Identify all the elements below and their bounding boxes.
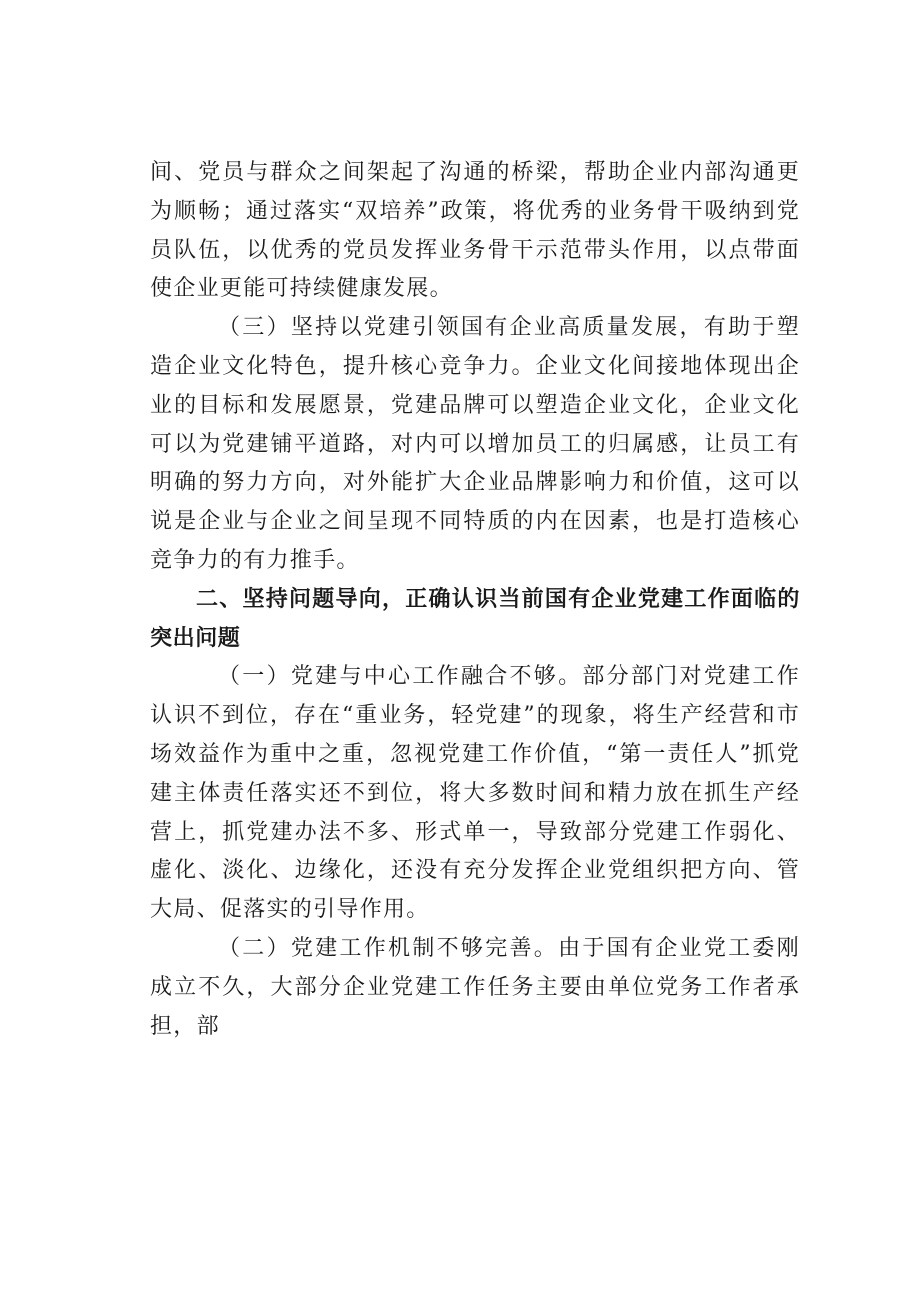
paragraph-subsection-one: （一）党建与中心工作融合不够。部分部门对党建工作认识不到位，存在“重业务，轻党建”的现象，将生产经营和市场效益作为重中之重，忽视党建工作价值，“第一责任人”抓党建主体责任落实还不到位，将大多数时间和精力放在抓生产经营上，抓党建办法不多、形式单一，导致部分党建工作弱化、虚化、淡化、边缘化，还没有充分发挥企业党组织把方向、管大局、促落实的引导作用。 [150, 664, 800, 923]
document-body [150, 154, 800, 1046]
paragraph-section-three: （三）坚持以党建引领国有企业高质量发展，有助于塑造企业文化特色，提升核心竞争力。企业文化间接地体现出企业的目标和发展愿景，党建品牌可以塑造企业文化，企业文化可以为党建铺平道路，对内可以增加员工的归属感，让员工有明确的努力方向，对外能扩大企业品牌影响力和价值，这可以说是企业与企业之间呈现不同特质的内在因素，也是打造核心竞争力的有力推手。 [150, 315, 800, 573]
paragraph-continuation: 间、党员与群众之间架起了沟通的桥梁，帮助企业内部沟通更为顺畅；通过落实“双培养”政策，将优秀的业务骨干吸纳到党员队伍，以优秀的党员发挥业务骨干示范带头作用，以点带面使企业更能可持续健康发展。 [150, 160, 800, 302]
paragraph-subsection-two: （二）党建工作机制不够完善。由于国有企业党工委刚成立不久，大部分企业党建工作任务主要由单位党务工作者承担，部 [150, 935, 800, 1039]
section-heading-two: 二、坚持问题导向，正确认识当前国有企业党建工作面临的突出问题 [150, 586, 800, 651]
